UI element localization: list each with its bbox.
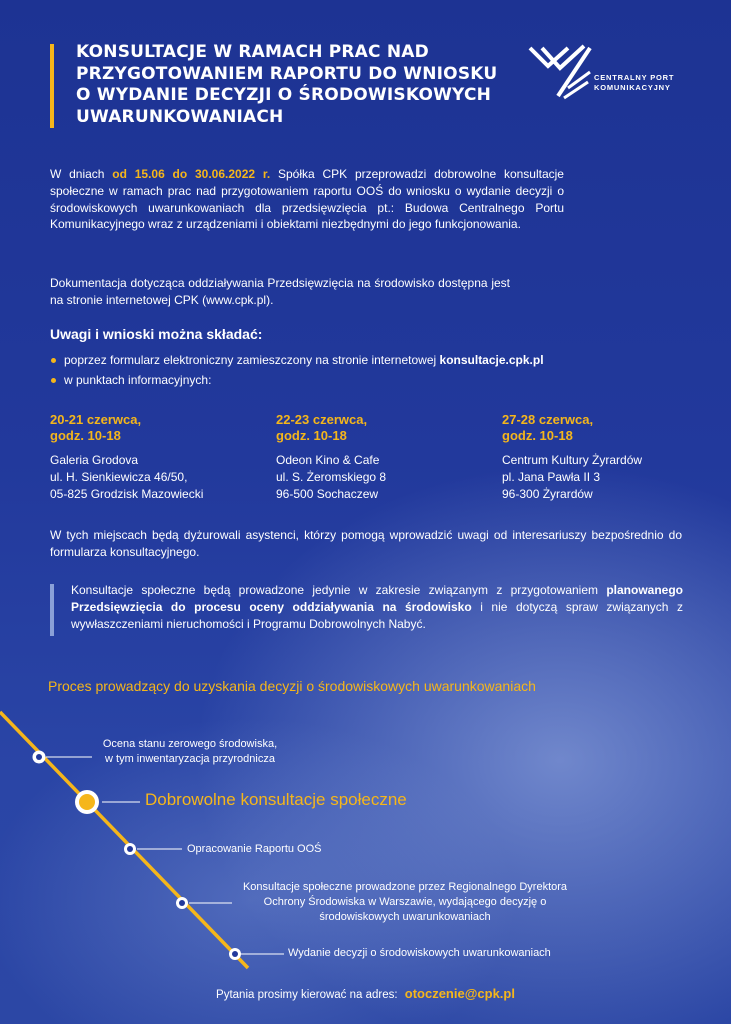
info-point-city: 96-500 Sochaczew (276, 487, 379, 501)
process-step: Ocena stanu zerowego środowiska, w tym inwentaryzacja przyrodnicza (102, 738, 278, 765)
info-point-street: pl. Jana Pawła II 3 (502, 470, 601, 484)
title-accent-bar (50, 44, 54, 128)
logo-line: CENTRALNY PORT (594, 73, 675, 82)
assistants-paragraph: W tych miejscach będą dyżurowali asystenci, którzy pomogą wprowadzić uwagi od interesariuszy bezpośrednio do formularza konsultacyjnego. (50, 528, 682, 559)
info-point-city: 96-300 Żyrardów (502, 487, 593, 501)
scope-note: Konsultacje społeczne będą prowadzone jedynie w zakresie związanym z przygotowaniem planowanego Przedsięwzięcia do procesu oceny oddziaływania na środowisko i nie dotyczą spraw związanych z wywłaszczeniami nieruchomości i Programu Dobrowolnych Nabyć. (71, 583, 683, 631)
footer-text: Pytania prosimy kierować na adres: (216, 989, 398, 1001)
process-step: Opracowanie Raportu OOŚ (187, 843, 322, 855)
bullet-text: poprzez formularz elektroniczny zamieszczony na stronie internetowej (64, 353, 437, 367)
process-step: Konsultacje społeczne prowadzone przez Regionalnego Dyrektora Ochrony Środowiska w Warszawie, wydającego decyzję o środowiskowych uwarunkowaniach (242, 881, 568, 923)
info-point (502, 412, 642, 503)
info-point-name: Odeon Kino & Cafe (276, 453, 380, 467)
bullet-text: w punktach informacyjnych: (64, 373, 212, 387)
info-point-date: 22-23 czerwca, godz. 10-18 (276, 412, 368, 443)
page-title (76, 42, 516, 128)
step-marker-inner (36, 754, 42, 760)
info-point-street: ul. S. Żeromskiego 8 (276, 470, 387, 484)
documentation-paragraph: Dokumentacja dotycząca oddziaływania Przedsięwzięcia na środowisko dostępna jest na stronie internetowej CPK (www.cpk.pl). (50, 276, 510, 307)
logo-wordmark (594, 73, 674, 93)
step-marker-inner (127, 846, 133, 852)
remarks-list (50, 350, 544, 390)
intro-before: W dniach (50, 167, 105, 181)
title-line: PRZYGOTOWANIEM RAPORTU DO WNIOSKU (76, 63, 498, 84)
info-point-city: 05-825 Grodzisk Mazowiecki (50, 487, 204, 501)
info-point (50, 412, 203, 503)
info-point-date: 20-21 czerwca, godz. 10-18 (50, 412, 142, 443)
contact-email-link[interactable]: otoczenie@cpk.pl (404, 986, 515, 1001)
consultation-link[interactable]: konsultacje.cpk.pl (439, 353, 544, 367)
bullet-icon (51, 358, 56, 363)
title-line: UWARUNKOWANIACH (76, 106, 284, 127)
process-step-current: Dobrowolne konsultacje społeczne (145, 790, 407, 809)
info-point (276, 412, 386, 503)
bullet-icon (51, 378, 56, 383)
step-marker-inner (232, 951, 238, 957)
title-line: O WYDANIE DECYZJI O ŚRODOWISKOWYCH (76, 85, 492, 105)
step-marker-inner (179, 900, 185, 906)
process-title: Proces prowadzący do uzyskania decyzji o środowiskowych uwarunkowaniach (48, 678, 536, 694)
step-marker-active-inner (79, 794, 95, 810)
info-point-date: 27-28 czerwca, godz. 10-18 (502, 412, 594, 443)
process-step: Wydanie decyzji o środowiskowych uwarunkowaniach (288, 947, 551, 959)
logo-line: KOMUNIKACYJNY (594, 83, 671, 92)
title-line: KONSULTACJE W RAMACH PRAC NAD (76, 42, 429, 62)
note-accent-bar (50, 584, 54, 636)
consultation-dates: od 15.06 do 30.06.2022 r. (112, 167, 271, 181)
info-point-street: ul. H. Sienkiewicza 46/50, (50, 470, 188, 484)
info-point-name: Centrum Kultury Żyrardów (502, 453, 643, 467)
footer (0, 986, 731, 1001)
list-item (50, 370, 544, 390)
info-point-name: Galeria Grodova (50, 453, 139, 467)
intro-after: Spółka CPK przeprowadzi dobrowolne konsultacje społeczne w ramach prac nad przygotowaniem raportu OOŚ do wniosku o wydanie decyzji o środowiskowych uwarunkowaniach dla przedsięwzięcia pt.: Budowa Centralnego Portu Komunikacyjnego wraz z urządzeniami i obiektami niezbędnymi do jego funkcjonowania. (50, 167, 564, 232)
remarks-heading: Uwagi i wnioski można składać: (50, 326, 263, 342)
list-item (50, 350, 544, 370)
intro-paragraph (50, 166, 564, 233)
